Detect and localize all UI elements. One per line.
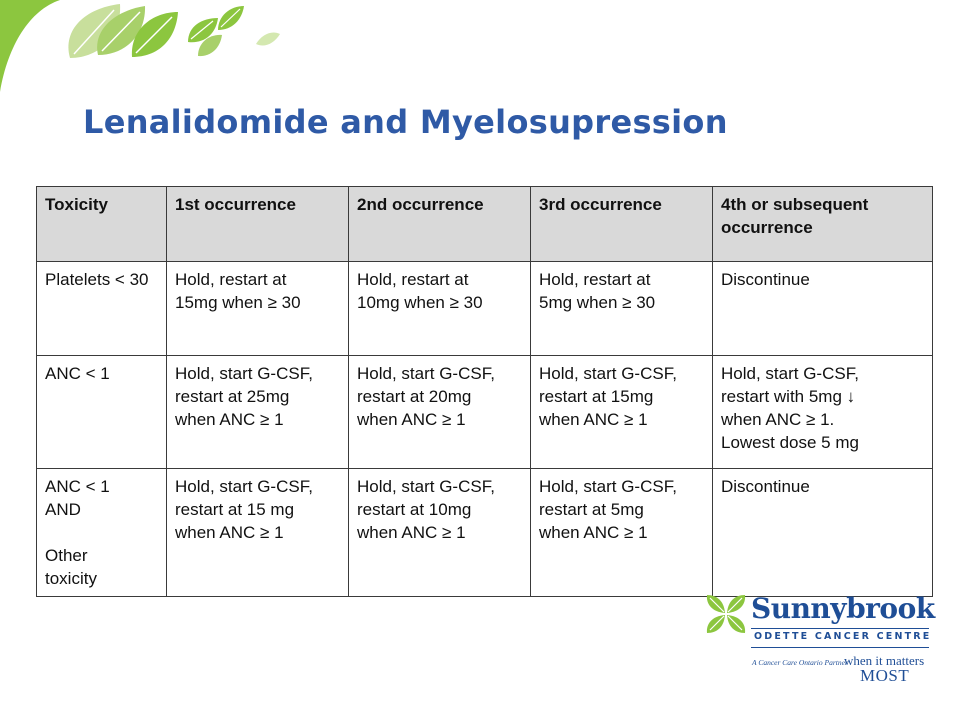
table-row bbox=[37, 262, 933, 356]
table-cell: Hold, start G-CSF, restart at 15 mg when ANC ≥ 1 bbox=[167, 469, 349, 597]
sunnybrook-logo bbox=[704, 590, 934, 686]
logo-partner: A Cancer Care Ontario Partner bbox=[752, 658, 848, 667]
table-cell: Hold, start G-CSF, restart at 20mg when ANC ≥ 1 bbox=[349, 356, 531, 469]
table-cell: Discontinue bbox=[713, 262, 933, 356]
toxicity-table bbox=[36, 186, 933, 597]
table-cell: Hold, start G-CSF, restart at 5mg when ANC ≥ 1 bbox=[531, 469, 713, 597]
sunnybrook-logo-mark-icon bbox=[704, 592, 748, 636]
page-title: Lenalidomide and Myelosupression bbox=[83, 103, 728, 141]
table-cell-toxicity: ANC < 1 bbox=[37, 356, 167, 469]
table-row bbox=[37, 469, 933, 597]
table-header-row bbox=[37, 187, 933, 262]
logo-name: Sunnybrook bbox=[751, 592, 935, 625]
table-cell: Hold, restart at 5mg when ≥ 30 bbox=[531, 262, 713, 356]
table-cell: Discontinue bbox=[713, 469, 933, 597]
header-4th-occurrence: 4th or subsequent occurrence bbox=[713, 187, 933, 262]
table-cell: Hold, start G-CSF, restart at 25mg when ANC ≥ 1 bbox=[167, 356, 349, 469]
table-cell: Hold, start G-CSF, restart with 5mg ↓ when ANC ≥ 1. Lowest dose 5 mg bbox=[713, 356, 933, 469]
table-cell-toxicity: ANC < 1 AND Other toxicity bbox=[37, 469, 167, 597]
logo-divider bbox=[751, 647, 929, 648]
table-cell: Hold, start G-CSF, restart at 10mg when ANC ≥ 1 bbox=[349, 469, 531, 597]
table-row bbox=[37, 356, 933, 469]
table-cell: Hold, start G-CSF, restart at 15mg when ANC ≥ 1 bbox=[531, 356, 713, 469]
header-toxicity: Toxicity bbox=[37, 187, 167, 262]
table-cell: Hold, restart at 15mg when ≥ 30 bbox=[167, 262, 349, 356]
table-cell-toxicity: Platelets < 30 bbox=[37, 262, 167, 356]
logo-tagline-most: MOST bbox=[860, 666, 910, 685]
header-1st-occurrence: 1st occurrence bbox=[167, 187, 349, 262]
leaf-decoration-icon bbox=[0, 0, 300, 95]
logo-subtitle: ODETTE CANCER CENTRE bbox=[754, 631, 932, 642]
header-3rd-occurrence: 3rd occurrence bbox=[531, 187, 713, 262]
logo-divider bbox=[751, 628, 929, 629]
table-cell: Hold, restart at 10mg when ≥ 30 bbox=[349, 262, 531, 356]
logo-tagline: when it matters bbox=[844, 653, 925, 668]
header-2nd-occurrence: 2nd occurrence bbox=[349, 187, 531, 262]
